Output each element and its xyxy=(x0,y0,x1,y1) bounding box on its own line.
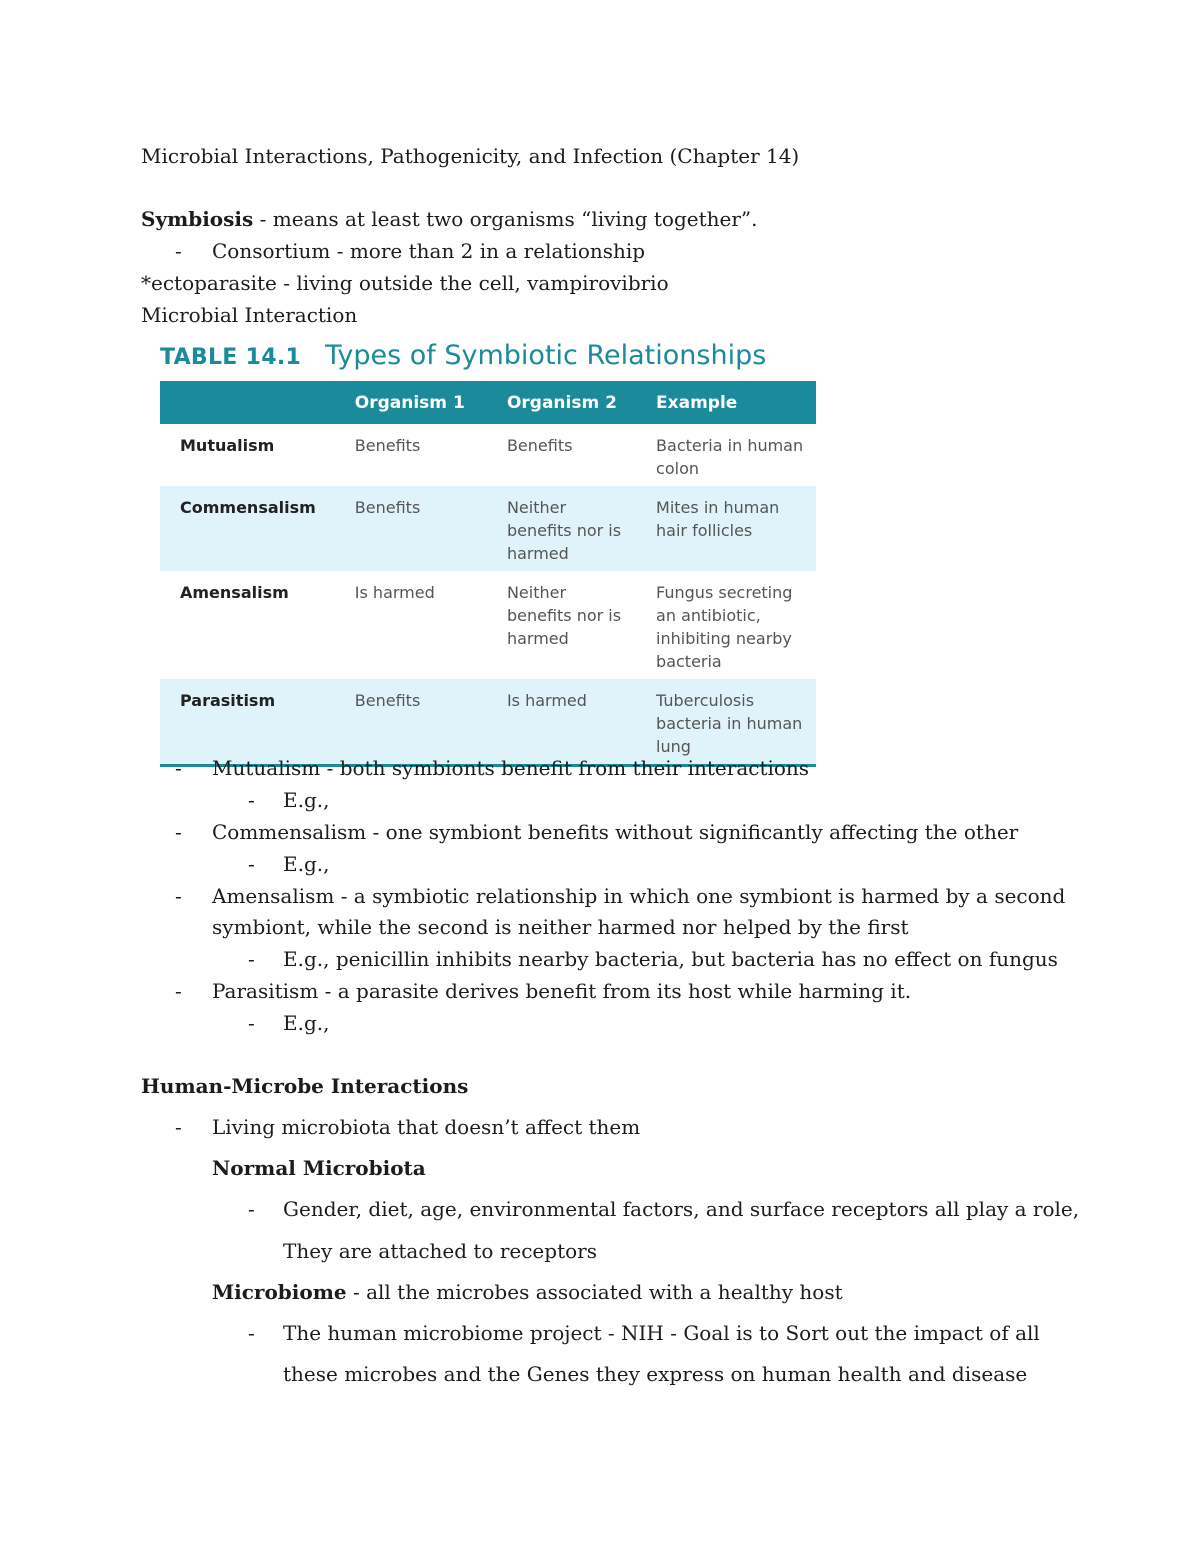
table-cell: Amensalism xyxy=(180,583,289,602)
table-cell: Benefits xyxy=(354,436,421,455)
symbiosis-definition xyxy=(141,206,757,232)
amensalism-item-line2: symbiont, while the second is neither harmed nor helped by the first xyxy=(212,915,909,939)
table-header-example: Example xyxy=(636,381,816,424)
bullet-dash: - xyxy=(175,820,182,844)
table-cell: Commensalism xyxy=(160,486,335,571)
symbiosis-term: Symbiosis xyxy=(141,207,254,231)
bullet-dash: - xyxy=(248,1321,255,1345)
bullet-dash: - xyxy=(175,884,182,908)
table-cell: Fungus secreting an antibiotic, inhibiting nearby bacteria xyxy=(656,583,793,671)
table-number: TABLE 14.1 xyxy=(160,345,302,370)
bullet-dash: - xyxy=(248,852,255,876)
symbiotic-relationships-table xyxy=(160,381,816,767)
table-cell: Tuberculosis bacteria in human lung xyxy=(636,679,816,766)
normal-microbiota-item-line2: They are attached to receptors xyxy=(283,1239,597,1263)
table-header-organism-2: Organism 2 xyxy=(487,381,636,424)
commensalism-item: Commensalism - one symbiont benefits without significantly affecting the other xyxy=(212,820,1019,844)
table-cell: Neither benefits nor is harmed xyxy=(487,486,636,571)
table-row xyxy=(160,571,816,679)
table-cell: Mutualism xyxy=(180,436,275,455)
table-cell: Parasitism xyxy=(160,679,335,766)
page-title: Microbial Interactions, Pathogenicity, and Infection (Chapter 14) xyxy=(141,144,800,168)
parasitism-example: E.g., xyxy=(283,1011,330,1035)
table-row xyxy=(160,679,816,766)
microbiome-definition xyxy=(212,1279,843,1305)
table-cell: Is harmed xyxy=(487,679,636,766)
bullet-dash: - xyxy=(175,1115,182,1139)
table-cell: Bacteria in human colon xyxy=(656,436,804,478)
mutualism-item: Mutualism - both symbionts benefit from their interactions xyxy=(212,756,810,780)
bullet-dash: - xyxy=(175,756,182,780)
microbiome-def-text: - all the microbes associated with a healthy host xyxy=(346,1280,843,1304)
table-cell: Benefits xyxy=(335,679,487,766)
microbiome-project-line2: these microbes and the Genes they express on human health and disease xyxy=(283,1362,1028,1386)
bullet-dash: - xyxy=(248,947,255,971)
section-heading-human-microbe: Human-Microbe Interactions xyxy=(141,1074,469,1098)
table-cell: Benefits xyxy=(335,486,487,571)
amensalism-example: E.g., penicillin inhibits nearby bacteria, but bacteria has no effect on fungus xyxy=(283,947,1058,971)
normal-microbiota-item-line1: Gender, diet, age, environmental factors, and surface receptors all play a role, xyxy=(283,1197,1080,1221)
consortium-item: Consortium - more than 2 in a relationship xyxy=(212,239,646,263)
microbiome-term: Microbiome xyxy=(212,1280,347,1304)
table-cell: Is harmed xyxy=(354,583,435,602)
table-cell: Benefits xyxy=(506,436,573,455)
table-header-row xyxy=(160,381,816,424)
mutualism-example: E.g., xyxy=(283,788,330,812)
living-microbiota-item: Living microbiota that doesn’t affect them xyxy=(212,1115,641,1139)
parasitism-item: Parasitism - a parasite derives benefit from its host while harming it. xyxy=(212,979,912,1003)
table-title: Types of Symbiotic Relationships xyxy=(325,340,767,371)
table-cell: Mites in human hair follicles xyxy=(636,486,816,571)
bullet-dash: - xyxy=(248,788,255,812)
microbial-interaction-label: Microbial Interaction xyxy=(141,303,358,327)
table-caption xyxy=(160,340,766,371)
ectoparasite-note: *ectoparasite - living outside the cell, vampirovibrio xyxy=(141,271,669,295)
bullet-dash: - xyxy=(175,239,182,263)
microbiome-project-line1: The human microbiome project - NIH - Goal is to Sort out the impact of all xyxy=(283,1321,1040,1345)
table-header-blank xyxy=(160,381,335,424)
bullet-dash: - xyxy=(248,1197,255,1221)
symbiosis-def-text: - means at least two organisms “living together”. xyxy=(253,207,758,231)
normal-microbiota-heading: Normal Microbiota xyxy=(212,1156,426,1180)
table-header-organism-1: Organism 1 xyxy=(335,381,487,424)
amensalism-item-line1: Amensalism - a symbiotic relationship in which one symbiont is harmed by a second xyxy=(212,884,1066,908)
table-row xyxy=(160,486,816,571)
table-cell: Neither benefits nor is harmed xyxy=(506,583,622,648)
bullet-dash: - xyxy=(175,979,182,1003)
bullet-dash: - xyxy=(248,1011,255,1035)
commensalism-example: E.g., xyxy=(283,852,330,876)
table-row xyxy=(160,424,816,486)
